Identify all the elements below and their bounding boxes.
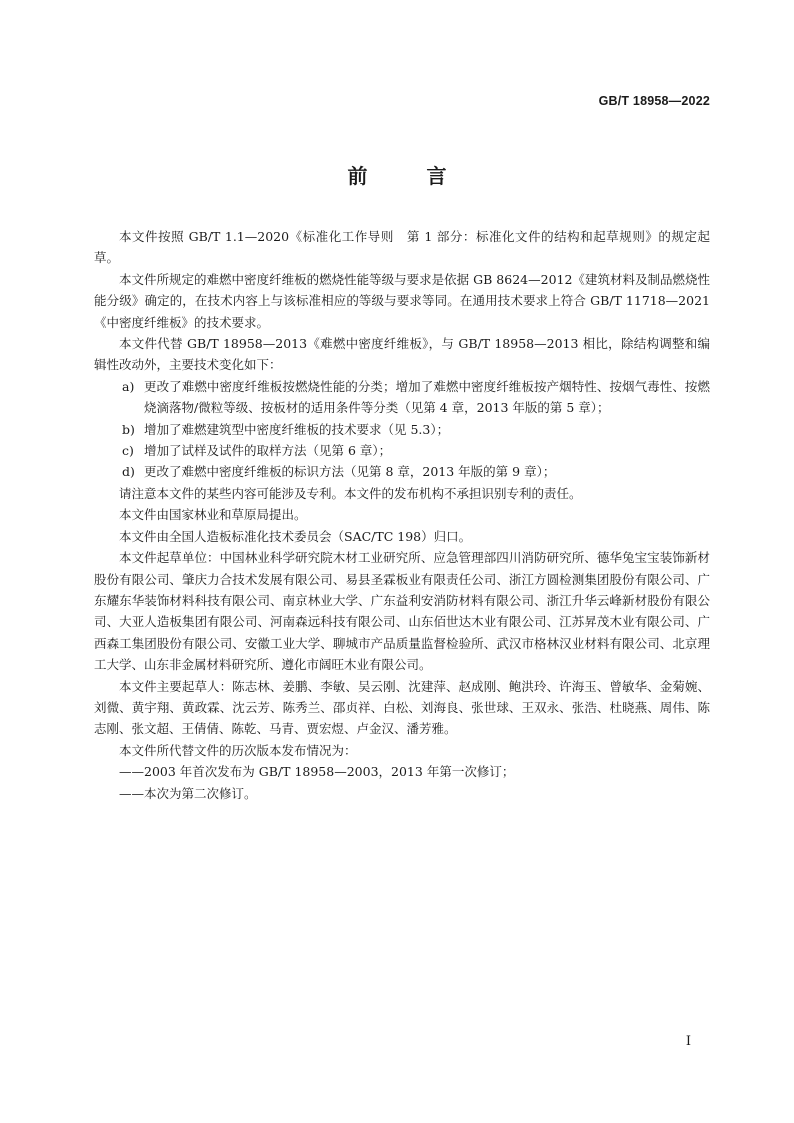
paragraph-patent-notice: 请注意本文件的某些内容可能涉及专利。本文件的发布机构不承担识别专利的责任。	[119, 485, 582, 501]
page-number: I	[685, 1034, 691, 1049]
paragraph-drafters: 本文件主要起草人：陈志林、姜鹏、李敏、吴云刚、沈建萍、赵成刚、鲍洪玲、许海玉、曾敏华、金菊婉、刘微、黄宇翔、黄政霖、沈云芳、陈秀兰、邵贞祥、白松、刘海良、张世球、王双永、张浩、杜晓燕、周伟、陈志刚、张文超、王倩倩、陈乾、马青、贾宏煜、卢金汉、潘芳雅。	[94, 678, 710, 737]
changes-list	[94, 376, 710, 483]
list-marker: c)	[122, 443, 134, 459]
list-item	[94, 419, 710, 440]
paragraph-performance-basis: 本文件所规定的难燃中密度纤维板的燃烧性能等级与要求是依据 GB 8624—2012《建筑材料及制品燃烧性能分级》确定的，在技术内容上与该标准相应的等级与要求等同。在通用技术要求上符合 GB/T 11718—2021《中密度纤维板》的技术要求。	[94, 271, 710, 330]
list-item	[94, 376, 710, 419]
paragraph-history-intro: 本文件所代替文件的历次版本发布情况为：	[119, 742, 357, 758]
list-item-text: 增加了难燃建筑型中密度纤维板的技术要求（见 5.3）；	[144, 421, 450, 437]
list-item	[94, 461, 710, 482]
paragraph-committee: 本文件由全国人造板标准化技术委员会（SAC/TC 198）归口。	[119, 528, 472, 544]
page-title: 前 言	[347, 164, 473, 188]
standard-number: GB/T 18958—2022	[598, 94, 710, 108]
list-item-text: 更改了难燃中密度纤维板按燃烧性能的分类；增加了难燃中密度纤维板按产烟特性、按烟气毒性、按燃烧滴落物/微粒等级、按板材的适用条件等分类（见第 4 章，2013 年版的第 5 章）；	[144, 378, 710, 416]
history-item: ——2003 年首次发布为 GB/T 18958—2003，2013 年第一次修订；	[119, 764, 515, 780]
list-item-text: 更改了难燃中密度纤维板的标识方法（见第 8 章，2013 年版的第 9 章）；	[144, 464, 556, 480]
list-marker: a)	[122, 378, 135, 394]
paragraph-replacement: 本文件代替 GB/T 18958—2013《难燃中密度纤维板》，与 GB/T 18958—2013 相比，除结构调整和编辑性改动外，主要技术变化如下：	[94, 336, 710, 373]
list-item	[94, 440, 710, 461]
paragraph-drafting-units: 本文件起草单位：中国林业科学研究院木材工业研究所、应急管理部四川消防研究所、德华兔宝宝装饰新材股份有限公司、肇庆力合技术发展有限公司、易县圣霖板业有限责任公司、浙江方圆检测集团股份有限公司、广东耀东华装饰材料科技有限公司、南京林业大学、广东益利安消防材料有限公司、浙江升华云峰新材股份有限公司、大亚人造板集团有限公司、河南森远科技有限公司、山东佰世达木业有限公司、江苏昇茂木业有限公司、广西森工集团股份有限公司、安徽工业大学、聊城市产品质量监督检验所、武汉市格林汉业材料有限公司、北京理工大学、山东非金属材料研究所、遵化市阔旺木业有限公司。	[94, 550, 710, 673]
foreword-body	[94, 226, 710, 804]
paragraph-drafting-rules: 本文件按照 GB/T 1.1—2020《标准化工作导则 第 1 部分：标准化文件的结构和起草规则》的规定起草。	[94, 229, 710, 266]
list-item-text: 增加了试样及试件的取样方法（见第 6 章）；	[144, 443, 392, 459]
history-item: ——本次为第二次修订。	[119, 785, 257, 801]
list-marker: d)	[122, 464, 135, 480]
paragraph-proposer: 本文件由国家林业和草原局提出。	[119, 507, 307, 523]
list-marker: b)	[122, 421, 135, 437]
